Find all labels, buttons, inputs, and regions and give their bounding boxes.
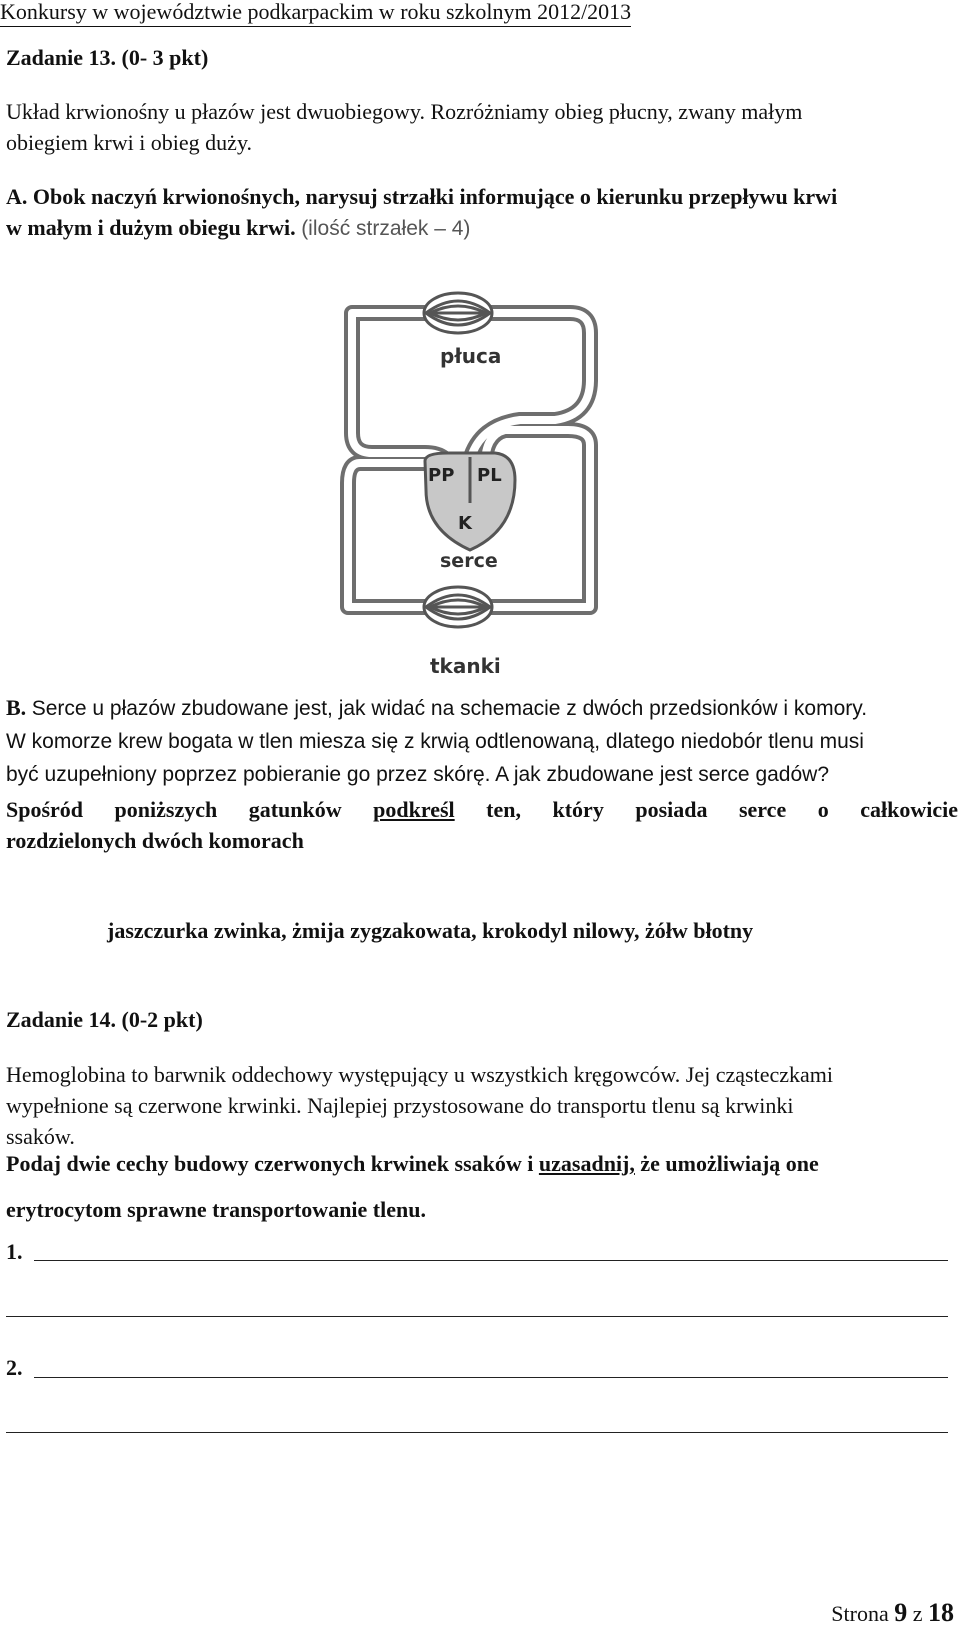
task13-intro-line1: Układ krwionośny u płazów jest dwuobiegowy. Rozróżniamy obieg płucny, zwany małym [6,99,803,124]
task13-question-line2: rozdzielonych dwóch komorach [6,828,304,853]
answer2-line1[interactable] [34,1377,948,1378]
lungs-capillaries [424,293,492,333]
circulation-diagram [330,285,620,685]
partA-label: A. [6,184,28,209]
task13-title: Zadanie 13. (0- 3 pkt) [6,45,209,70]
task14-question-line2: erytrocytom sprawne transportowanie tlenu. [6,1197,426,1222]
label-tissues: tkanki [430,654,501,678]
question-word: który [552,797,604,822]
page-header [0,0,960,40]
task14-q-part2: że umożliwiają one [640,1151,819,1176]
page-footer [831,1598,954,1628]
partA-text2: w małym i dużym obiegu krwi. [6,215,296,240]
answer1-line1[interactable] [34,1260,948,1261]
question-word: o [817,797,829,822]
task13-intro-line2: obiegiem krwi i obieg duży. [6,130,253,155]
header-title: Konkursy w województwie podkarpackim w roku szkolnym 2012/2013 [0,0,631,27]
footer-page: 9 [894,1598,908,1627]
label-lungs: płuca [440,344,502,368]
task13-question-line1 [6,796,958,824]
partB-label: B. [6,695,27,720]
question-word: gatunków [248,797,342,822]
answer1-label: 1. [6,1239,23,1264]
footer-prefix: Strona [831,1601,889,1626]
task14-q-underlined: uzasadnij, [538,1151,635,1176]
label-left-atrium: PL [477,465,502,486]
task13-partA-line2 [6,214,470,243]
task14-question-line1 [6,1150,819,1178]
task14-title: Zadanie 14. (0-2 pkt) [6,1007,203,1032]
question-word: całkowicie [860,797,958,822]
footer-total: 18 [928,1598,954,1627]
task13-partB-line3: być uzupełniony poprzez pobieranie go przez skórę. A jak zbudowane jest serce gadów? [6,763,830,786]
question-word: ten, [486,797,521,822]
tissue-capillaries [424,587,492,627]
task13-partB-line2: W komorze krew bogata w tlen miesza się z krwią odtlenowaną, dlatego niedobór tlenu musi [6,730,864,753]
task13-partA-line1 [6,183,837,211]
answer2-line2[interactable] [6,1432,948,1433]
question-word: serce [738,797,787,822]
question-word: poniższych [114,797,218,822]
partB-text1: Serce u płazów zbudowane jest, jak widać na schemacie z dwóch przedsionków i komory. [31,697,868,720]
question-word: Spośród [6,797,84,822]
task14-line2: wypełnione są czerwone krwinki. Najlepiej przystosowane do transportu tlenu są krwinki [6,1093,794,1118]
partA-text1: Obok naczyń krwionośnych, narysuj strzałki informujące o kierunku przepływu krwi [32,184,838,209]
task14-line1: Hemoglobina to barwnik oddechowy występujący u wszystkich kręgowców. Jej cząsteczkami [6,1062,833,1087]
footer-sep: z [912,1601,923,1626]
answer2-label: 2. [6,1355,23,1380]
question-word-underlined: podkreśl [373,797,455,822]
species-list[interactable]: jaszczurka zwinka, żmija zygzakowata, krokodyl nilowy, żółw błotny [107,918,754,943]
answer1-line2[interactable] [6,1316,948,1317]
label-heart: serce [440,550,498,572]
question-word: posiada [635,797,708,822]
label-ventricle: K [458,513,472,534]
task13-partB-line1 [6,694,867,723]
task14-q-part1: Podaj dwie cechy budowy czerwonych krwinek ssaków i [6,1151,534,1176]
task14-line3: ssaków. [6,1124,75,1149]
partA-hint: (ilość strzałek – 4) [301,217,471,240]
label-right-atrium: PP [428,465,455,486]
